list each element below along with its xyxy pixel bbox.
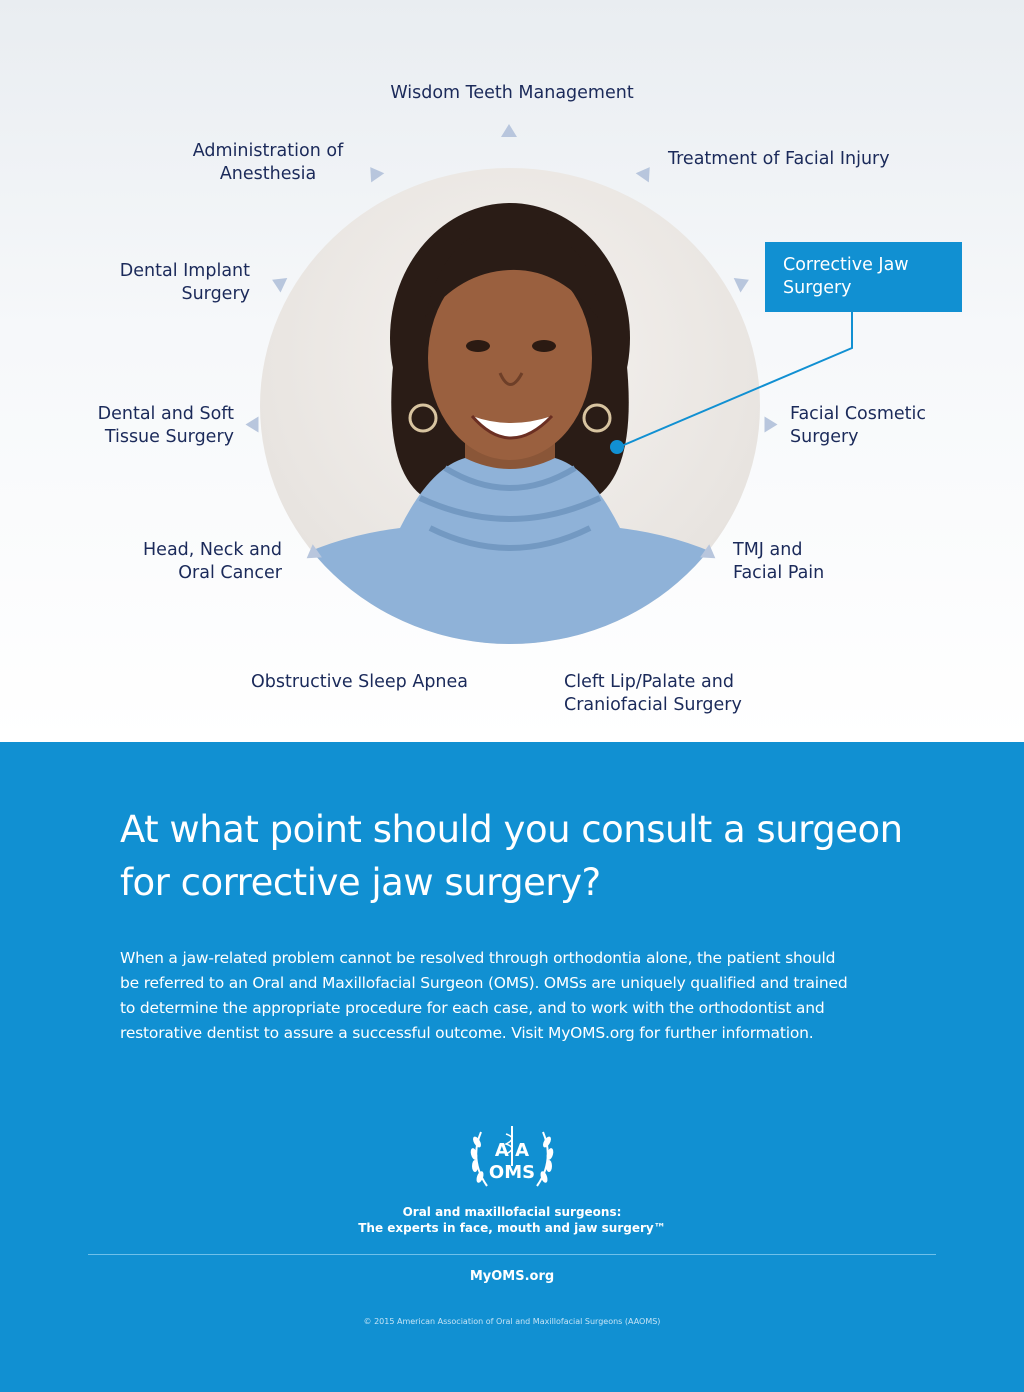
- aaoms-logo: [465, 1122, 559, 1198]
- label-facial-injury: Treatment of Facial Injury: [668, 149, 890, 169]
- label-facial-cosmetic: Facial Cosmetic Surgery: [790, 404, 927, 447]
- label-dental-soft-tissue: Dental and Soft Tissue Surgery: [97, 404, 234, 447]
- body-paragraph: When a jaw-related problem cannot be resolved through orthodontia alone, the patient should be referred to an Oral and Maxillofacial Surgeon (OMS). OMSs are uniquely qualified and trained to determine the appropriate procedure for each case, and to work with the orthodontist and restorative dentist to assure a successful outcome. Visit MyOMS.org for further information.: [120, 949, 848, 1042]
- label-head-neck-cancer: Head, Neck and Oral Cancer: [143, 540, 282, 583]
- copyright: © 2015 American Association of Oral and Maxillofacial Surgeons (AAOMS): [363, 1317, 661, 1326]
- footer-divider: [88, 1254, 936, 1255]
- logo-text-bottom: OMS: [488, 1162, 536, 1183]
- marker-facial-cosmetic: [765, 417, 778, 433]
- label-anesthesia: Administration of Anesthesia: [192, 141, 344, 184]
- corrective-jaw-highlight: [765, 242, 962, 312]
- marker-dental-soft-tissue: [246, 417, 259, 433]
- label-dental-implant: Dental Implant Surgery: [119, 261, 250, 304]
- headline: At what point should you consult a surgeon for corrective jaw surgery?: [120, 808, 903, 904]
- logo-text-top: A A: [494, 1140, 530, 1161]
- label-corrective-jaw: Corrective Jaw Surgery: [783, 255, 909, 298]
- label-cleft: Cleft Lip/Palate and Craniofacial Surgery: [564, 672, 742, 715]
- website-link[interactable]: MyOMS.org: [469, 1269, 555, 1284]
- label-sleep-apnea: Obstructive Sleep Apnea: [251, 672, 469, 692]
- tagline: Oral and maxillofacial surgeons: The experts in face, mouth and jaw surgery™: [358, 1205, 666, 1235]
- label-tmj: TMJ and Facial Pain: [733, 540, 825, 583]
- label-wisdom-teeth: Wisdom Teeth Management: [390, 83, 634, 103]
- marker-wisdom-teeth: [501, 124, 517, 137]
